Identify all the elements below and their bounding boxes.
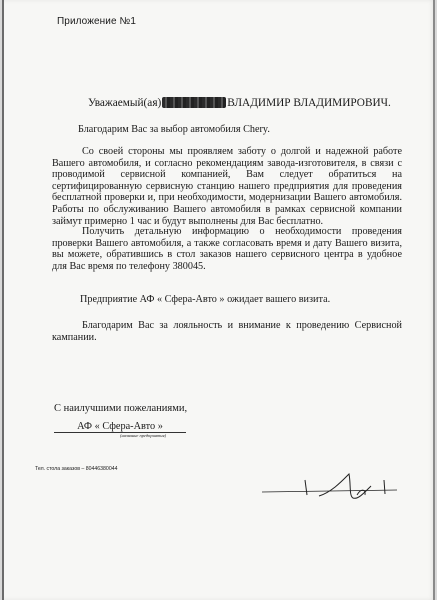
scan-edge-left [2,0,4,600]
greeting-name: ВЛАДИМИР ВЛАДИМИРОВИЧ. [227,97,391,109]
thanks-paragraph: Благодарим Вас за выбор автомобиля Chery. [78,124,270,135]
scan-edge-right [433,0,435,600]
expect-visit-paragraph: Предприятие АФ « Сфера-Авто » ожидает вашего визита. [80,294,331,305]
annex-label: Приложение №1 [57,16,137,27]
company-name: АФ « Сфера-Авто » [54,421,186,433]
company-caption: (название предприятия) [120,433,167,438]
document-page [2,0,435,600]
service-paragraph: Со своей стороны мы проявляем заботу о долгой и надежной работе Вашего автомобиля, и согласно рекомендациям завода-изготовителя, в связи с проводимой сервисной компанией, Вам следует обратиться на сертифицированную сервисную станцию нашего предприятия для проведения бесплатной проверки и, при необходимости, модернизации Вашего автомобиля. Работы по обслуживанию Вашего автомобиля в рамках сервисной компании займут примерно 1 час и будут выполнены для Вас бесплатно. [52,146,402,227]
redacted-surname [162,97,226,108]
greeting-prefix: Уважаемый(ая) [88,97,162,109]
loyalty-paragraph: Благодарим Вас за лояльность и внимание к проведению Сервисной кампании. [52,320,402,343]
greeting-line [88,97,391,109]
closing-line: С наилучшими пожеланиями, [54,403,188,414]
contact-paragraph: Получить детальную информацию о необходимости проведения проверки Вашего автомобиля, а также согласовать время и дату Вашего визита, вы можете, обратившись в стол заказов нашего сервисного центра в удобное для Вас время по телефону 380045. [52,226,402,272]
handwritten-signature [257,462,407,512]
phone-footer: Тел. стола заказов – 80446380044 [35,466,118,472]
